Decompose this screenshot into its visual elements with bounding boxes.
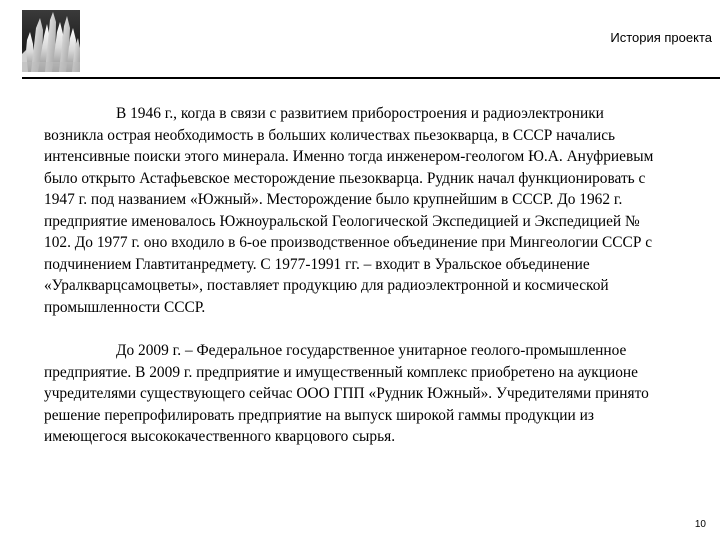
quartz-crystal-logo bbox=[22, 10, 80, 72]
page-title: История проекта bbox=[610, 30, 712, 45]
page-number: 10 bbox=[694, 519, 706, 530]
paragraph-history-1946: В 1946 г., когда в связи с развитием приборостроения и радиоэлектроники возникла острая необходимость в больших количествах пьезокварца, в СССР начались интенсивные поиски этого минерала. Именно тогда инженером-геологом Ю.А. Ануфриевым было открыто Астафьевское месторождение пьезокварца. Рудник начал функционировать с 1947 г. под названием «Южный». Месторождение было крупнейшим в СССР. До 1962 г. предприятие именовалось Южноуральской Геологической Экспедицией и Экспедицией № 102. До 1977 г. оно входило в 6-ое производственное объединение при Мингеологии СССР с подчинением Главтитанредмету. С 1977-1991 гг. – входит в Уральское объединение «Уралкварцсамоцветы», поставляет продукцию для радиоэлектронной и космической промышленности СССР. bbox=[44, 105, 654, 316]
document-body bbox=[44, 103, 666, 448]
title-divider bbox=[22, 77, 720, 79]
paragraph-history-2009: До 2009 г. – Федеральное государственное унитарное геолого-промышленное предприятие. В 2009 г. предприятие и имущественный комплекс приобретено на аукционе учредителями существующего сейчас ООО ГПП «Рудник Южный». Учредителями принято решение перепрофилировать предприятие на выпуск широкой гаммы продукции из имеющегося высококачественного кварцового сырья. bbox=[44, 342, 649, 445]
